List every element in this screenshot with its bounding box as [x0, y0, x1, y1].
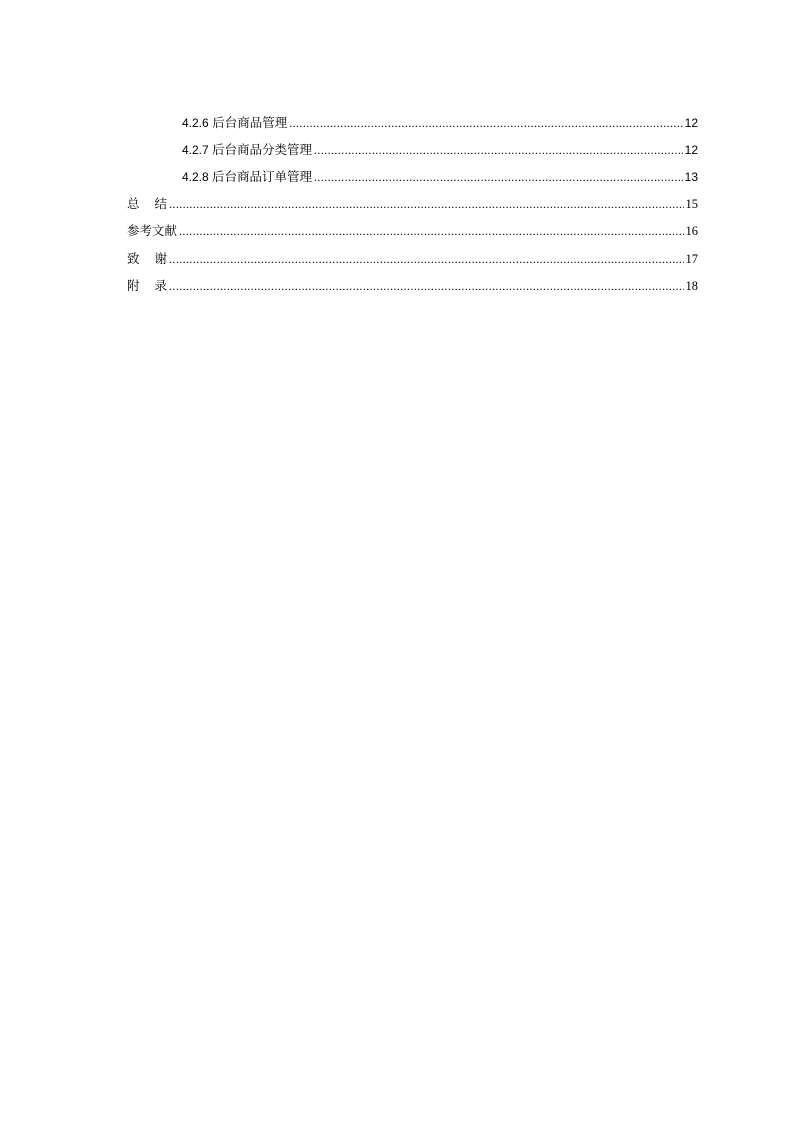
toc-dot-leader: [314, 140, 683, 160]
toc-dot-leader: [169, 276, 683, 296]
toc-entry-page-number: 12: [684, 116, 698, 130]
toc-entry-appendix[interactable]: [127, 276, 698, 296]
toc-entry-title: 后台商品分类管理: [212, 142, 313, 157]
toc-entry-acknowledgements[interactable]: [127, 249, 698, 269]
toc-entry-title: 后台商品管理: [212, 115, 288, 130]
toc-entry-summary[interactable]: [127, 194, 698, 214]
toc-entry-4-2-6[interactable]: [182, 113, 698, 133]
toc-entry-number: 4.2.8: [182, 170, 209, 184]
toc-dot-leader: [169, 194, 683, 214]
toc-dot-leader: [169, 249, 683, 269]
toc-entry-4-2-7[interactable]: [182, 140, 698, 160]
toc-entry-page-number: 12: [684, 143, 698, 157]
toc-entry-number: 4.2.6: [182, 116, 209, 130]
toc-entry-page-number: 16: [685, 224, 698, 238]
toc-entry-title: 附录: [127, 278, 183, 293]
toc-entry-references[interactable]: [127, 221, 698, 241]
toc-entry-title: 参考文献: [127, 223, 178, 238]
toc-entry-page-number: 15: [685, 197, 698, 211]
toc-dot-leader: [179, 221, 683, 241]
toc-entry-page-number: 17: [685, 252, 698, 266]
toc-entry-number: 4.2.7: [182, 143, 209, 157]
toc-dot-leader: [314, 167, 683, 187]
toc-entry-page-number: 18: [685, 279, 698, 293]
toc-entry-4-2-8[interactable]: [182, 167, 698, 187]
toc-entry-title: 后台商品订单管理: [212, 169, 313, 184]
toc-entry-title: 总结: [127, 196, 183, 211]
toc-entry-title: 致谢: [127, 251, 183, 266]
toc-entry-page-number: 13: [684, 170, 698, 184]
toc-dot-leader: [289, 113, 682, 133]
